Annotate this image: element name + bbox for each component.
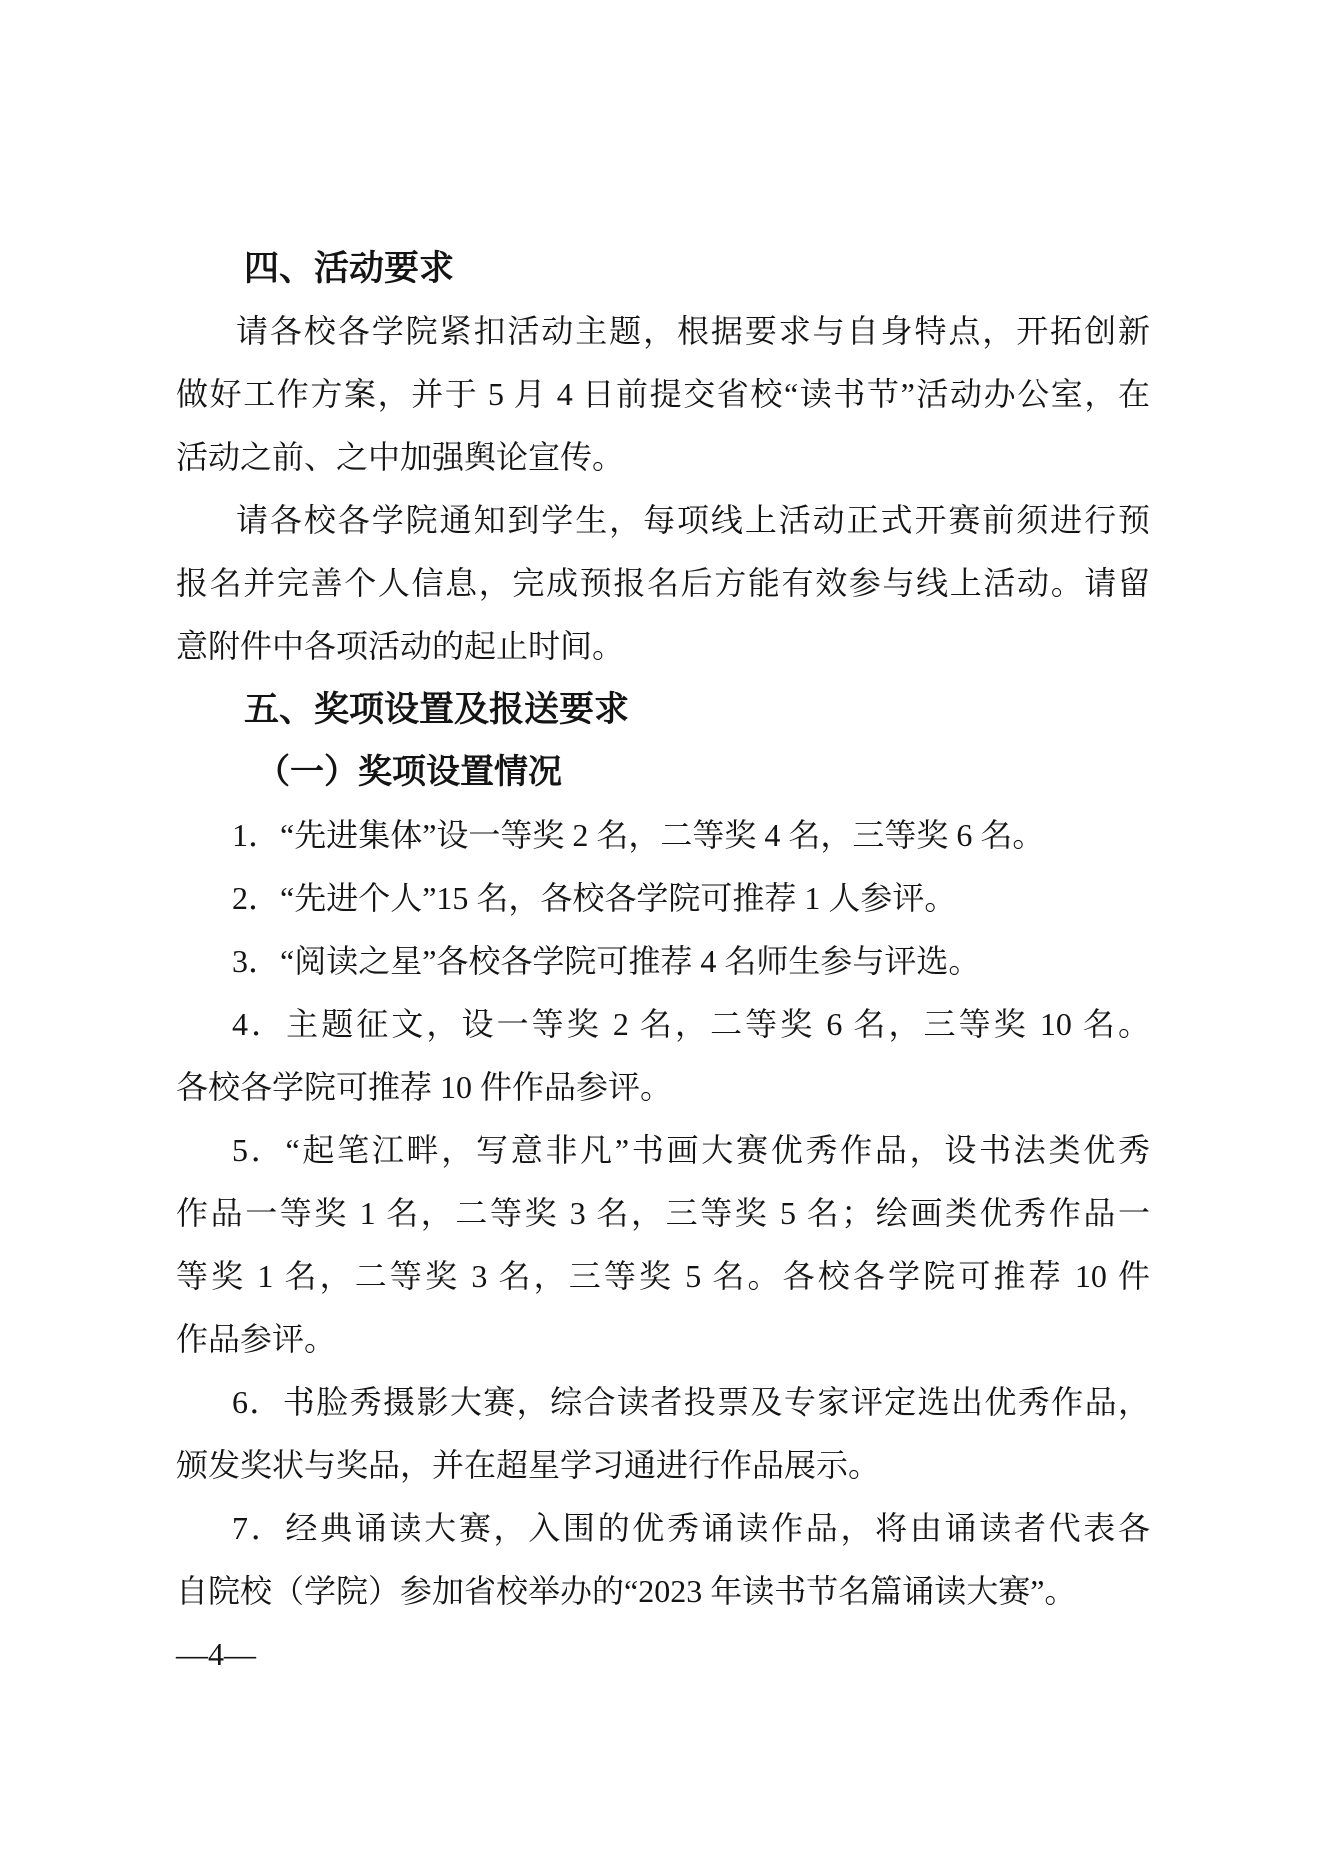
award-item-3-line-1: 3．“阅读之星”各校各学院可推荐 4 名师生参与评选。 <box>232 943 981 979</box>
section-4-para-1-line-2: 做好工作方案，并于 5 月 4 日前提交省校“读书节”活动办公室，在 <box>176 376 1150 412</box>
award-item-6-line-1: 6．书脸秀摄影大赛，综合读者投票及专家评定选出优秀作品， <box>232 1384 1150 1420</box>
section-4-heading: 四、活动要求 <box>244 249 455 288</box>
section-4-para-2-line-2: 报名并完善个人信息，完成预报名后方能有效参与线上活动。请留 <box>176 565 1150 601</box>
section-4-para-2-line-1: 请各校各学院通知到学生，每项线上活动正式开赛前须进行预 <box>236 502 1150 538</box>
document-body <box>176 237 1150 1623</box>
section-4-para-2-line-3: 意附件中各项活动的起止时间。 <box>176 628 625 664</box>
award-item-5-line-4: 作品参评。 <box>176 1321 337 1357</box>
award-item-2-line-1: 2．“先进个人”15 名，各校各学院可推荐 1 人参评。 <box>232 880 957 916</box>
award-item-5-line-1: 5．“起笔江畔，写意非凡”书画大赛优秀作品，设书法类优秀 <box>232 1132 1150 1168</box>
award-item-5-line-2: 作品一等奖 1 名，二等奖 3 名，三等奖 5 名；绘画类优秀作品一 <box>176 1195 1150 1231</box>
award-item-7-line-1: 7．经典诵读大赛，入围的优秀诵读作品，将由诵读者代表各 <box>232 1510 1150 1546</box>
award-item-6-line-2: 颁发奖状与奖品，并在超星学习通进行作品展示。 <box>176 1447 881 1483</box>
award-item-1-line-1: 1．“先进集体”设一等奖 2 名，二等奖 4 名，三等奖 6 名。 <box>232 817 1045 853</box>
section-4-para-1-line-1: 请各校各学院紧扣活动主题，根据要求与自身特点，开拓创新 <box>236 313 1150 349</box>
award-item-4-line-1: 4．主题征文，设一等奖 2 名，二等奖 6 名，三等奖 10 名。 <box>232 1006 1150 1042</box>
section-5-heading: 五、奖项设置及报送要求 <box>244 690 630 729</box>
section-5-subheading: （一）奖项设置情况 <box>256 754 562 791</box>
award-item-7-line-2: 自院校（学院）参加省校举办的“2023 年读书节名篇诵读大赛”。 <box>176 1573 1077 1609</box>
award-item-4-line-2: 各校各学院可推荐 10 件作品参评。 <box>176 1069 673 1105</box>
section-4-para-1-line-3: 活动之前、之中加强舆论宣传。 <box>176 439 625 475</box>
page-number: —4— <box>176 1636 256 1672</box>
award-item-5-line-3: 等奖 1 名，二等奖 3 名，三等奖 5 名。各校各学院可推荐 10 件 <box>176 1258 1150 1294</box>
